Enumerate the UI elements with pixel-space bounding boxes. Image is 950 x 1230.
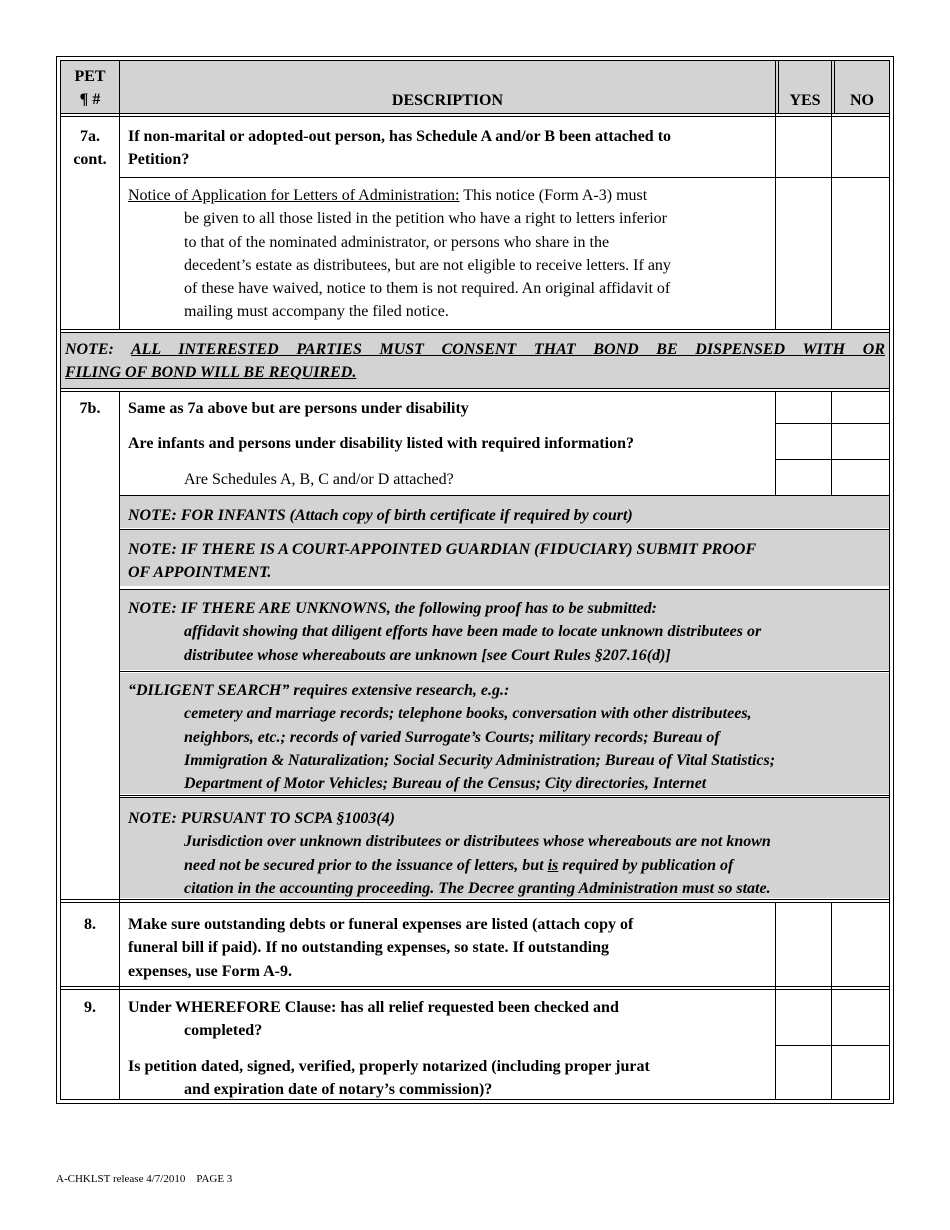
note-guardian-line2: OF APPOINTMENT. xyxy=(128,564,272,582)
scpa-line1: NOTE: PURSUANT TO SCPA §1003(4) xyxy=(128,810,395,827)
pet-number-7a-line1: 7a. xyxy=(80,128,100,145)
pet-header xyxy=(61,65,119,112)
question-9b-line2: and expiration date of notary’s commission)? xyxy=(184,1081,493,1099)
note-guardian xyxy=(128,538,756,585)
pet-header-line1: PET xyxy=(74,68,106,85)
scpa-line2: Jurisdiction over unknown distributees or distributees whose whereabouts are not known xyxy=(184,833,771,851)
notice-line-5: mailing must accompany the filed notice. xyxy=(184,303,449,321)
page-footer: A-CHKLST release 4/7/2010 PAGE 3 xyxy=(56,1173,233,1185)
notice-line-4: of these have waived, notice to them is not required. An original affidavit of xyxy=(184,280,671,298)
bond-note-prefix: NOTE: xyxy=(65,341,114,358)
pet-number-7a-line2: cont. xyxy=(73,151,107,169)
question-9-notarized xyxy=(128,1055,650,1102)
question-7b-infants: Are infants and persons under disability listed with required information? xyxy=(128,435,634,452)
notice-paragraph xyxy=(128,184,671,324)
yes-header: YES xyxy=(789,92,821,109)
diligent-line3: neighbors, etc.; records of varied Surrogate’s Courts; military records; Bureau of xyxy=(184,728,720,746)
question-8-debts xyxy=(128,913,633,983)
notice-title: Notice of Application for Letters of Administration: xyxy=(128,187,460,204)
notice-line-1: be given to all those listed in the petition who have a right to letters inferior xyxy=(184,210,667,228)
pet-header-line2: ¶ # xyxy=(79,91,101,109)
note-unknowns xyxy=(128,597,761,667)
diligent-line1: “DILIGENT SEARCH” requires extensive research, e.g.: xyxy=(128,682,510,699)
bond-note-line2: FILING OF BOND WILL BE REQUIRED. xyxy=(65,364,357,382)
scpa-note xyxy=(128,807,771,900)
question-9-line1: Under WHEREFORE Clause: has all relief requested been checked and xyxy=(128,999,619,1016)
question-7b-schedules: Are Schedules A, B, C and/or D attached? xyxy=(184,471,454,488)
bond-note-line1: ALL INTERESTED PARTIES MUST CONSENT THAT BOND BE DISPENSED WITH OR xyxy=(130,341,886,358)
diligent-line4: Immigration & Naturalization; Social Security Administration; Bureau of Vital Statistics; xyxy=(184,751,776,769)
pet-number-8: 8. xyxy=(84,916,96,933)
pet-number-9: 9. xyxy=(84,999,96,1016)
question-7a-line1: If non-marital or adopted-out person, has Schedule A and/or B been attached to xyxy=(128,128,672,145)
scpa-line3-end: required by publication of xyxy=(558,856,734,874)
pet-number-7b: 7b. xyxy=(79,400,101,417)
note-guardian-line1: NOTE: IF THERE IS A COURT-APPOINTED GUARDIAN (FIDUCIARY) SUBMIT PROOF xyxy=(128,541,757,558)
diligent-line5: Department of Motor Vehicles; Bureau of the Census; City directories, Internet xyxy=(184,775,707,793)
question-8-line2: funeral bill if paid). If no outstanding expenses, so state. If outstanding xyxy=(128,939,609,957)
scpa-line3-start: need not be secured prior to the issuance of letters, but xyxy=(184,856,548,874)
question-8-line3: expenses, use Form A-9. xyxy=(128,962,292,980)
note-infants: NOTE: FOR INFANTS (Attach copy of birth certificate if required by court) xyxy=(128,507,633,524)
question-9-wherefore xyxy=(128,996,619,1043)
question-9-line2: completed? xyxy=(184,1022,263,1040)
note-unknowns-line1: NOTE: IF THERE ARE UNKNOWNS, the following proof has to be submitted: xyxy=(128,600,657,617)
question-8-line1: Make sure outstanding debts or funeral expenses are listed (attach copy of xyxy=(128,916,634,933)
question-7b-disability: Same as 7a above but are persons under disability xyxy=(128,400,469,417)
note-unknowns-line3: distributee whose whereabouts are unknown [see Court Rules §207.16(d)] xyxy=(184,646,671,664)
pet-number-7a xyxy=(61,125,119,172)
note-unknowns-line2: affidavit showing that diligent efforts have been made to locate unknown distributees or xyxy=(184,623,762,641)
question-7a-schedule xyxy=(128,125,671,172)
question-9b-line1: Is petition dated, signed, verified, properly notarized (including proper jurat xyxy=(128,1058,650,1075)
scpa-line4: citation in the accounting proceeding. The Decree granting Administration must so state. xyxy=(184,879,771,897)
checklist-table xyxy=(56,56,894,1104)
diligent-line2: cemetery and marriage records; telephone books, conversation with other distributees, xyxy=(184,705,752,723)
description-header: DESCRIPTION xyxy=(391,92,504,109)
diligent-search-note xyxy=(128,679,775,795)
question-7a-line2: Petition? xyxy=(128,151,190,169)
notice-line-3: decedent’s estate as distributees, but are not eligible to receive letters. If any xyxy=(184,256,671,274)
scpa-line3-emphasis: is xyxy=(547,856,559,874)
no-header: NO xyxy=(850,92,874,109)
bond-note xyxy=(65,338,885,385)
notice-line-2: to that of the nominated administrator, or persons who share in the xyxy=(184,233,610,251)
notice-rest: This notice (Form A-3) must xyxy=(463,187,648,204)
